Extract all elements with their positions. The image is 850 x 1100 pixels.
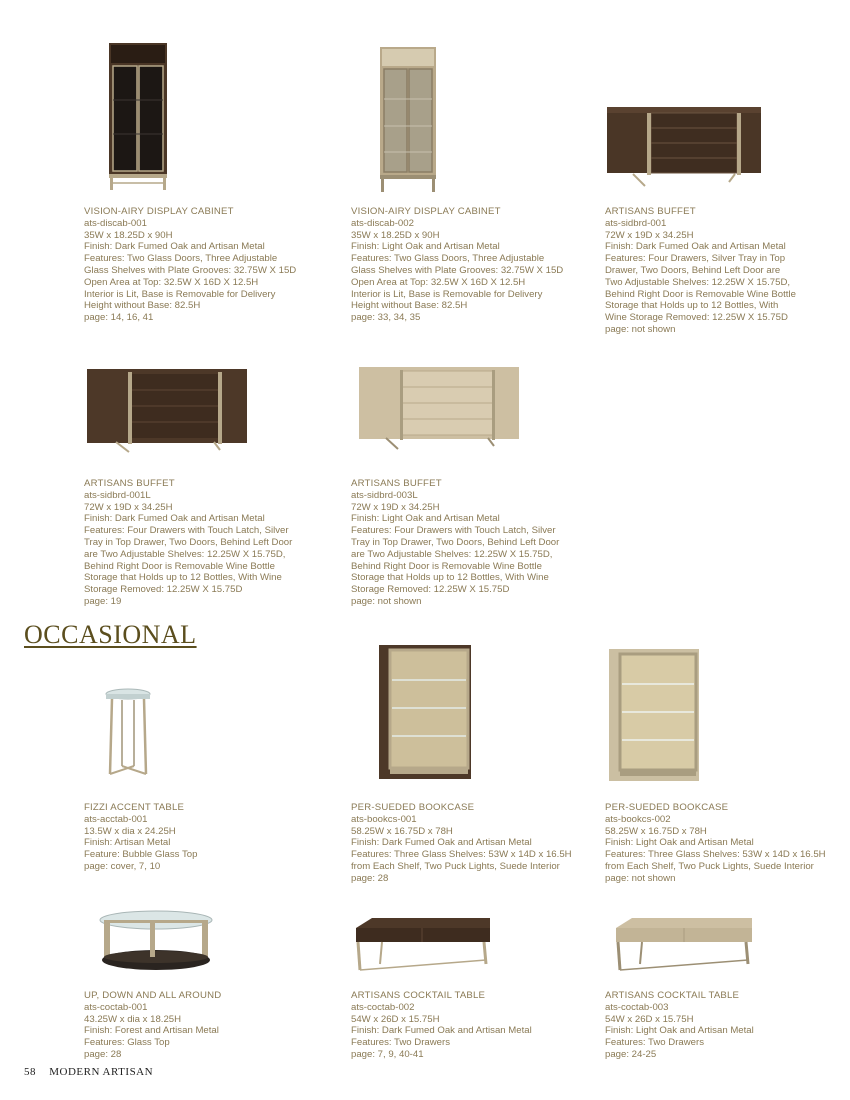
product-page-ref: page: 19 [84,595,122,607]
product-detail-line: Interior is Lit, Base is Removable for Delivery [84,288,276,300]
product-detail-line: Behind Right Door is Removable Wine Bottle [84,560,275,572]
product-page-ref: page: 28 [351,872,389,884]
product-detail-line: Finish: Dark Fumed Oak and Artisan Metal [351,1025,532,1037]
product-image-cocktail-table-dark [352,914,494,976]
product-detail-line: Behind Right Door is Removable Wine Bottle [351,560,542,572]
product-detail-line: Height without Base: 82.5H [351,300,468,312]
page-footer [24,1066,163,1078]
product-sku: ats-sidbrd-003L [351,489,418,501]
product-detail-line: Storage Removed: 12.25W X 15.75D [351,584,510,596]
product-dimensions: 72W x 19D x 34.25H [351,501,440,513]
product-detail-line: are Two Adjustable Shelves: 12.25W X 15.75D, [84,548,286,560]
product-image-display-cabinet-dark [100,40,175,192]
product-detail-line: Finish: Dark Fumed Oak and Artisan Metal [351,837,532,849]
product-title: ARTISANS BUFFET [605,206,696,217]
product-description [84,478,324,608]
product-title: VISION-AIRY DISPLAY CABINET [84,206,234,217]
product-dimensions: 58.25W x 16.75D x 78H [605,825,707,837]
product-detail-line: Tray in Top Drawer, Two Doors, Behind Left Door [84,536,293,548]
product-title: ARTISANS COCKTAIL TABLE [605,990,740,1001]
product-page-ref: page: 14, 16, 41 [84,312,154,324]
product-detail-line: Wine Storage Removed: 12.25W X 15.75D [605,312,788,324]
product-sku: ats-coctab-002 [351,1001,415,1013]
product-detail-line: Finish: Light Oak and Artisan Metal [351,241,500,253]
product-page-ref: page: 28 [84,1048,122,1060]
product-dimensions: 35W x 18.25D x 90H [84,229,173,241]
product-detail-line: Storage that Holds up to 12 Bottles, With Wine [84,572,282,584]
product-page-ref: page: cover, 7, 10 [84,860,161,872]
product-detail-line: Features: Glass Top [84,1037,170,1049]
product-sku: ats-sidbrd-001L [84,489,151,501]
product-title: PER-SUEDED BOOKCASE [351,802,475,813]
product-detail-line: Drawer, Two Doors, Behind Left Door are [605,264,781,276]
product-title: ARTISANS COCKTAIL TABLE [351,990,486,1001]
product-detail-line: Finish: Dark Fumed Oak and Artisan Metal [84,241,265,253]
product-detail-line: Finish: Light Oak and Artisan Metal [605,837,754,849]
product-image-bookcase-dark [376,642,474,782]
product-detail-line: Finish: Light Oak and Artisan Metal [605,1025,754,1037]
product-sku: ats-acctab-001 [84,813,148,825]
product-detail-line: Tray in Top Drawer, Two Doors, Behind Left Door [351,536,560,548]
product-sku: ats-coctab-001 [84,1001,148,1013]
product-description [84,206,324,324]
product-description [84,990,324,1061]
product-image-display-cabinet-light [372,44,444,194]
product-description [84,802,324,873]
product-title: ARTISANS BUFFET [351,478,442,489]
product-detail-line: Storage Removed: 12.25W X 15.75D [84,584,243,596]
product-description [351,990,591,1061]
product-sku: ats-discab-001 [84,217,147,229]
product-image-bookcase-light [606,646,702,786]
collection-name: MODERN ARTISAN [49,1066,154,1078]
product-detail-line: Features: Two Drawers [605,1037,704,1049]
product-description [605,990,845,1061]
product-description [605,206,845,336]
product-detail-line: from Each Shelf, Two Puck Lights, Suede Interior [605,860,814,872]
product-dimensions: 35W x 18.25D x 90H [351,229,440,241]
product-detail-line: from Each Shelf, Two Puck Lights, Suede Interior [351,860,560,872]
product-detail-line: Finish: Artisan Metal [84,837,171,849]
product-detail-line: Features: Four Drawers with Touch Latch, Silver [351,525,556,537]
product-detail-line: Features: Two Drawers [351,1037,450,1049]
product-dimensions: 72W x 19D x 34.25H [605,229,694,241]
product-detail-line: Features: Two Glass Doors, Three Adjustable [84,253,278,265]
product-image-buffet-dark [603,104,763,190]
product-image-buffet-dark-L [84,364,250,456]
product-sku: ats-coctab-003 [605,1001,669,1013]
product-dimensions: 72W x 19D x 34.25H [84,501,173,513]
page-number: 58 [24,1066,36,1078]
product-detail-line: Glass Shelves with Plate Grooves: 32.75W X 15D [351,264,564,276]
product-title: VISION-AIRY DISPLAY CABINET [351,206,501,217]
product-detail-line: Features: Three Glass Shelves: 53W x 14D x 16.5H [605,849,826,861]
product-title: PER-SUEDED BOOKCASE [605,802,729,813]
product-title: FIZZI ACCENT TABLE [84,802,185,813]
section-title: OCCASIONAL [24,620,197,649]
product-detail-line: Finish: Forest and Artisan Metal [84,1025,219,1037]
product-detail-line: Two Adjustable Shelves: 12.25W X 15.75D, [605,276,791,288]
product-detail-line: Finish: Dark Fumed Oak and Artisan Metal [605,241,786,253]
product-detail-line: Open Area at Top: 32.5W X 16D X 12.5H [84,276,259,288]
product-page-ref: page: not shown [605,872,676,884]
product-sku: ats-sidbrd-001 [605,217,667,229]
product-detail-line: Finish: Dark Fumed Oak and Artisan Metal [84,513,265,525]
product-detail-line: Features: Four Drawers, Silver Tray in Top [605,253,786,265]
product-detail-line: Features: Three Glass Shelves: 53W x 14D x 16.5H [351,849,572,861]
product-page-ref: page: 7, 9, 40-41 [351,1048,424,1060]
product-image-cocktail-table-light [612,914,756,976]
product-dimensions: 13.5W x dia x 24.25H [84,825,176,837]
product-detail-line: Storage that Holds up to 12 Bottles, With [605,300,779,312]
product-detail-line: Features: Two Glass Doors, Three Adjustable [351,253,545,265]
product-sku: ats-discab-002 [351,217,414,229]
product-detail-line: Behind Right Door is Removable Wine Bottle [605,288,796,300]
product-dimensions: 54W x 26D x 15.75H [351,1013,440,1025]
product-description [351,206,591,324]
product-detail-line: Feature: Bubble Glass Top [84,849,198,861]
product-page-ref: page: 24-25 [605,1048,657,1060]
product-dimensions: 43.25W x dia x 18.25H [84,1013,182,1025]
product-detail-line: Storage that Holds up to 12 Bottles, With Wine [351,572,549,584]
product-page-ref: page: not shown [605,323,676,335]
product-description [605,802,845,885]
product-detail-line: Finish: Light Oak and Artisan Metal [351,513,500,525]
product-title: UP, DOWN AND ALL AROUND [84,990,222,1001]
product-sku: ats-bookcs-002 [605,813,671,825]
product-image-accent-table [100,686,156,782]
product-detail-line: Features: Four Drawers with Touch Latch, Silver [84,525,289,537]
product-page-ref: page: 33, 34, 35 [351,312,421,324]
product-detail-line: Glass Shelves with Plate Grooves: 32.75W X 15D [84,264,297,276]
product-title: ARTISANS BUFFET [84,478,175,489]
product-sku: ats-bookcs-001 [351,813,417,825]
product-image-buffet-light-L [356,362,522,454]
product-detail-line: Open Area at Top: 32.5W X 16D X 12.5H [351,276,526,288]
product-image-round-cocktail-table [96,908,216,978]
product-description [351,478,591,608]
product-detail-line: are Two Adjustable Shelves: 12.25W X 15.75D, [351,548,553,560]
product-detail-line: Interior is Lit, Base is Removable for Delivery [351,288,543,300]
product-description [351,802,591,885]
product-page-ref: page: not shown [351,595,422,607]
product-detail-line: Height without Base: 82.5H [84,300,201,312]
product-dimensions: 58.25W x 16.75D x 78H [351,825,453,837]
product-dimensions: 54W x 26D x 15.75H [605,1013,694,1025]
